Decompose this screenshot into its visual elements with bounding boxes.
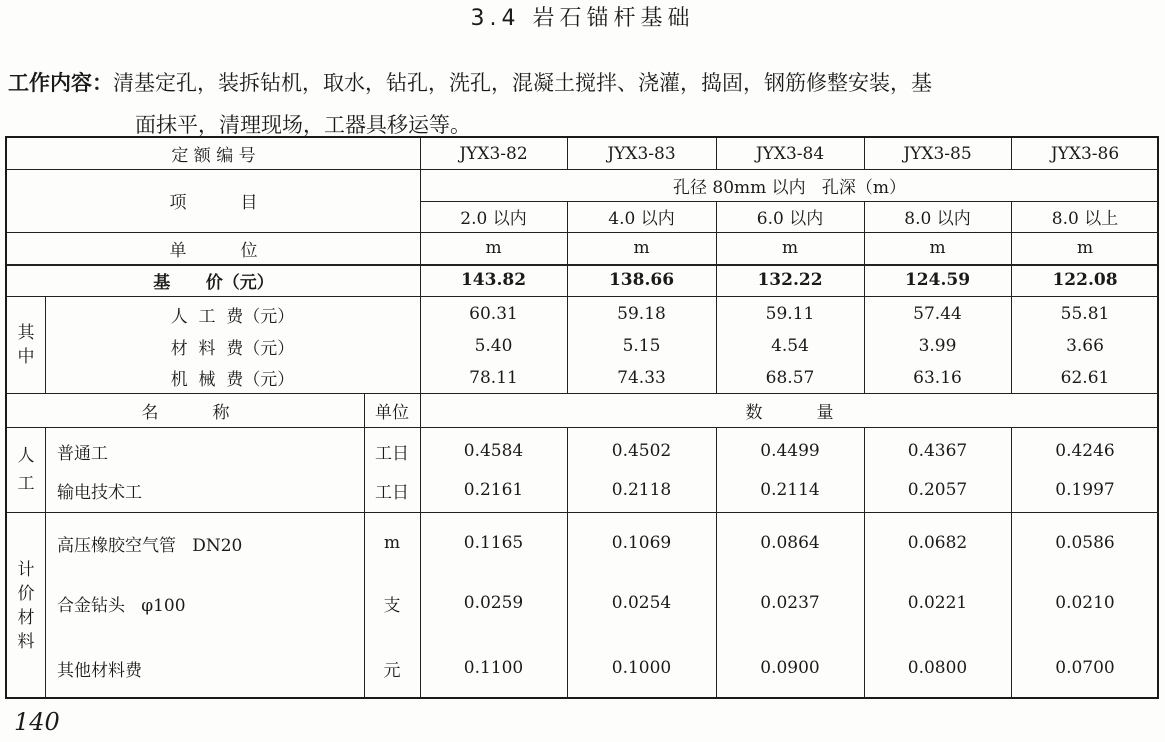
resource-name: 其他材料费 xyxy=(57,660,142,681)
quota-code: JYX3-84 xyxy=(755,143,825,164)
machine-cost-label: 机 械 费（元） xyxy=(170,370,295,390)
resource-qty: 0.0682 xyxy=(907,533,968,553)
resource-qty: 0.4502 xyxy=(611,441,672,461)
labor-cost: 59.18 xyxy=(617,304,666,324)
quota-table xyxy=(5,136,1159,699)
resource-qty: 0.2118 xyxy=(611,480,672,500)
quantity-column-header: 数 量 xyxy=(745,402,834,423)
resource-name: 高压橡胶空气管 DN20 xyxy=(57,535,243,556)
depth-range: 4.0 以内 xyxy=(608,209,675,229)
breakdown-group-label: 其中 xyxy=(17,322,35,367)
resource-qty: 0.1069 xyxy=(611,533,672,553)
resource-qty: 0.0800 xyxy=(907,658,968,678)
materials-group-label: 计价材料 xyxy=(17,559,35,652)
quota-code: JYX3-86 xyxy=(1050,143,1120,164)
item-label: 项 目 xyxy=(169,193,258,213)
base-price: 122.08 xyxy=(1052,270,1118,290)
resource-qty: 0.4499 xyxy=(760,441,820,461)
material-cost-label: 材 料 费（元） xyxy=(170,338,295,359)
resource-unit: m xyxy=(383,533,401,553)
resource-qty: 0.0864 xyxy=(760,533,820,553)
labor-cost: 55.81 xyxy=(1060,304,1110,324)
quota-code: JYX3-85 xyxy=(903,143,972,164)
resource-name: 合金钻头 φ100 xyxy=(57,595,186,616)
material-cost: 5.15 xyxy=(622,336,661,356)
quota-code: JYX3-83 xyxy=(607,143,676,164)
labor-cost-label: 人 工 费（元） xyxy=(170,306,295,327)
depth-range: 6.0 以内 xyxy=(756,209,824,229)
page-number: 140 xyxy=(14,708,60,736)
work-content-line2: 面抹平，清理现场，工器具移运等。 xyxy=(135,113,471,137)
unit-value: m xyxy=(929,238,946,258)
row-divider xyxy=(7,427,1159,428)
row-divider xyxy=(7,512,1159,513)
resource-qty: 0.1100 xyxy=(463,658,524,678)
work-content xyxy=(8,62,932,146)
resource-qty: 0.0259 xyxy=(463,593,524,613)
resource-unit: 工日 xyxy=(375,482,409,503)
machine-cost: 68.57 xyxy=(765,367,815,388)
section-title: 3.4 岩石锚杆基础 xyxy=(470,6,695,31)
resource-qty: 0.0254 xyxy=(611,593,672,613)
resource-qty: 0.4584 xyxy=(463,441,524,461)
resource-qty: 0.0900 xyxy=(760,658,820,678)
quota-code: JYX3-82 xyxy=(459,143,528,164)
resource-qty: 0.1165 xyxy=(463,533,524,553)
work-content-line1: 清基定孔，装拆钻机，取水，钻孔，洗孔，混凝土搅拌、浇灌，捣固，钢筋修整安装，基 xyxy=(113,71,932,95)
machine-cost: 78.11 xyxy=(469,367,518,388)
resource-unit: 元 xyxy=(383,660,401,681)
resource-qty: 0.1997 xyxy=(1055,480,1115,500)
depth-range: 8.0 以内 xyxy=(904,209,971,229)
base-price: 138.66 xyxy=(608,270,675,290)
machine-cost: 62.61 xyxy=(1060,367,1110,388)
base-price-label: 基 价（元） xyxy=(153,272,274,293)
material-cost: 5.40 xyxy=(474,336,513,356)
unit-value: m xyxy=(633,238,650,258)
resource-name: 普通工 xyxy=(57,443,108,464)
unit-value: m xyxy=(781,238,799,258)
labor-group-label: 人工 xyxy=(17,445,35,494)
resource-unit: 支 xyxy=(383,595,401,616)
depth-range: 2.0 以内 xyxy=(460,209,527,229)
resource-qty: 0.1000 xyxy=(611,658,672,678)
material-cost: 4.54 xyxy=(771,336,809,356)
unit-value: m xyxy=(485,238,502,258)
unit-value: m xyxy=(1076,238,1094,258)
machine-cost: 74.33 xyxy=(617,367,666,388)
resource-qty: 0.2161 xyxy=(463,480,524,500)
unit-column-header: 单位 xyxy=(375,402,409,423)
labor-cost: 60.31 xyxy=(469,304,518,324)
labor-cost: 59.11 xyxy=(765,304,815,324)
resource-qty: 0.0210 xyxy=(1055,593,1115,613)
material-cost: 3.66 xyxy=(1066,336,1104,356)
resource-qty: 0.0221 xyxy=(907,593,968,613)
resource-qty: 0.2057 xyxy=(907,480,968,500)
resource-qty: 0.0586 xyxy=(1055,533,1115,553)
base-price: 143.82 xyxy=(460,270,527,290)
resource-qty: 0.4246 xyxy=(1055,441,1115,461)
code-label: 定 额 编 号 xyxy=(171,146,256,166)
base-price: 132.22 xyxy=(757,270,823,290)
work-content-label: 工作内容： xyxy=(8,71,113,95)
resource-qty: 0.0700 xyxy=(1055,658,1115,678)
name-column-header: 名 称 xyxy=(141,402,230,423)
material-cost: 3.99 xyxy=(918,336,957,356)
depth-range: 8.0 以上 xyxy=(1051,209,1119,229)
unit-label: 单 位 xyxy=(169,240,258,261)
resource-qty: 0.4367 xyxy=(907,441,968,461)
machine-cost: 63.16 xyxy=(913,367,962,388)
resource-name: 输电技术工 xyxy=(57,482,142,503)
item-group-label: 孔径 80mm 以内 孔深（m） xyxy=(672,177,906,198)
resource-qty: 0.0237 xyxy=(760,593,820,613)
resource-unit: 工日 xyxy=(375,443,409,464)
row-divider xyxy=(7,296,1159,297)
labor-cost: 57.44 xyxy=(913,304,962,324)
resource-qty: 0.2114 xyxy=(760,480,820,500)
base-price: 124.59 xyxy=(904,270,971,290)
